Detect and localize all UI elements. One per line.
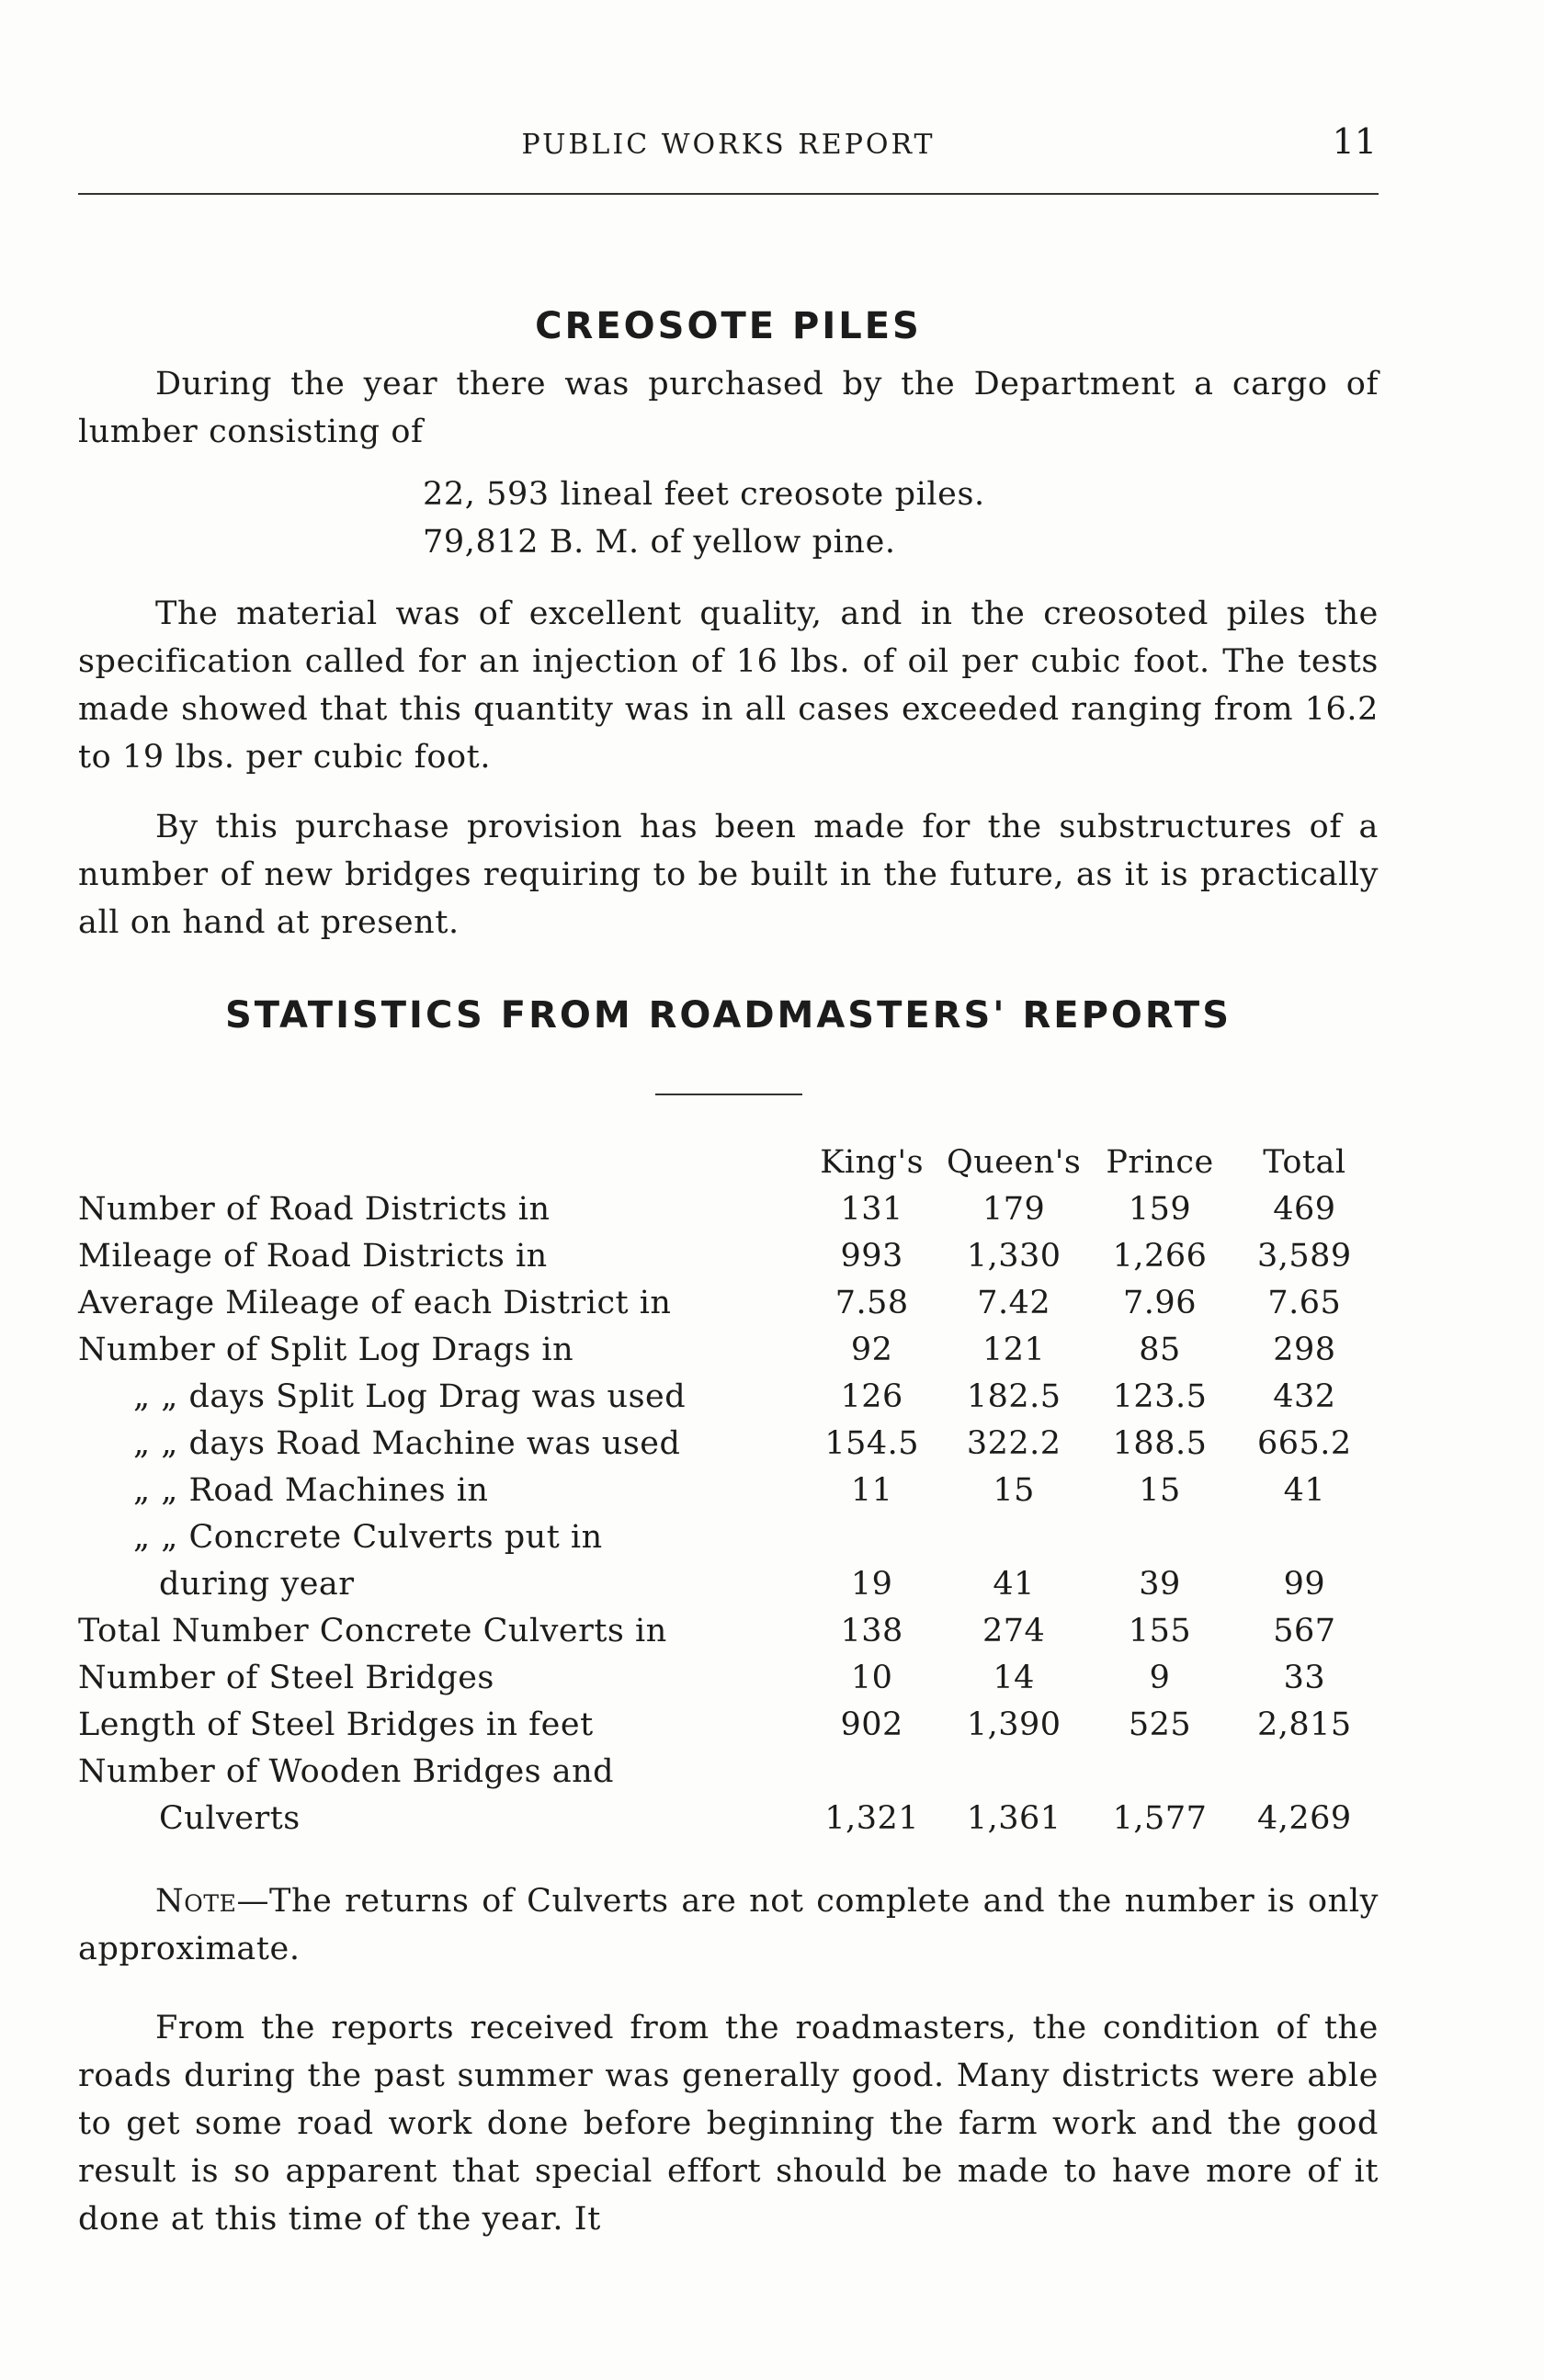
column-header: Queen's [947, 1144, 1082, 1181]
purchase-item: 79,812 B. M. of yellow pine. [423, 524, 896, 561]
row-label: „ „ Road Machines in [133, 1472, 489, 1509]
table-row [78, 1181, 1379, 1228]
row-label: Culverts [159, 1800, 301, 1837]
cell: 99 [1283, 1566, 1326, 1603]
cell: 4,269 [1257, 1800, 1352, 1837]
running-title: PUBLIC WORKS REPORT [521, 129, 936, 161]
table-row [78, 1790, 1379, 1837]
cell: 41 [1283, 1472, 1326, 1509]
creosote-heading: CREOSOTE PILES [535, 305, 922, 347]
table-row [78, 1603, 1379, 1649]
cell [805, 1743, 938, 1790]
cell: 1,361 [966, 1800, 1062, 1837]
cell: 2,815 [1257, 1706, 1352, 1743]
cell: 39 [1139, 1566, 1181, 1603]
cell: 1,390 [966, 1706, 1062, 1743]
note-text: —The returns of Culverts are not complete and the number is only approximate. [78, 1883, 1379, 1967]
column-header: King's [820, 1144, 925, 1181]
cell [938, 1743, 1089, 1790]
cell: 11 [850, 1472, 893, 1509]
cell: 3,589 [1257, 1238, 1352, 1275]
cell: 33 [1283, 1660, 1326, 1696]
cell: 567 [1273, 1613, 1336, 1649]
column-header: Prince [1106, 1144, 1214, 1181]
cell: 9 [1149, 1660, 1171, 1696]
table-row [78, 1743, 1379, 1790]
table-row [78, 1321, 1379, 1368]
cell [1089, 1509, 1230, 1556]
purchase-item: 22, 593 lineal feet creosote piles. [423, 476, 985, 513]
cell: 138 [840, 1613, 903, 1649]
cell: 15 [993, 1472, 1035, 1509]
cell: 469 [1273, 1191, 1336, 1228]
table-row [78, 1275, 1379, 1321]
cell: 19 [850, 1566, 893, 1603]
table-row [78, 1649, 1379, 1696]
cell: 154.5 [824, 1425, 920, 1462]
row-label: Number of Road Districts in [78, 1191, 551, 1228]
cell: 525 [1128, 1706, 1192, 1743]
cell: 902 [840, 1706, 903, 1743]
heading-rule [655, 1094, 802, 1095]
cell [1231, 1743, 1379, 1790]
cell: 274 [982, 1613, 1046, 1649]
cell: 179 [982, 1191, 1046, 1228]
creosote-intro: During the year there was purchased by the Department a cargo of lumber consisting of [78, 366, 1379, 450]
cell: 1,330 [966, 1238, 1062, 1275]
cell: 7.65 [1267, 1285, 1342, 1321]
cell: 182.5 [966, 1378, 1062, 1415]
cell: 665.2 [1257, 1425, 1352, 1462]
row-label: „ „ days Road Machine was used [133, 1425, 681, 1462]
row-label: Number of Steel Bridges [78, 1660, 494, 1696]
cell: 1,577 [1112, 1800, 1208, 1837]
table-row [78, 1556, 1379, 1603]
cell: 993 [840, 1238, 903, 1275]
report-page [78, 110, 1379, 2243]
row-label: during year [159, 1566, 355, 1603]
row-label: Total Number Concrete Culverts in [78, 1613, 667, 1649]
row-label: Mileage of Road Districts in [78, 1238, 548, 1275]
cell: 10 [850, 1660, 893, 1696]
page-number: 11 [1332, 121, 1377, 162]
header-rule [78, 193, 1379, 195]
table-row [78, 1509, 1379, 1556]
cell: 85 [1139, 1332, 1181, 1368]
cell [805, 1509, 938, 1556]
cell: 121 [982, 1332, 1046, 1368]
table-header-row [78, 1134, 1379, 1181]
cell: 322.2 [966, 1425, 1062, 1462]
row-label: Number of Split Log Drags in [78, 1332, 574, 1368]
statistics-heading: STATISTICS FROM ROADMASTERS' REPORTS [224, 994, 1232, 1037]
cell: 1,321 [824, 1800, 920, 1837]
cell: 126 [840, 1378, 903, 1415]
table-row [78, 1228, 1379, 1275]
row-label: Length of Steel Bridges in feet [78, 1706, 594, 1743]
page-header [78, 110, 1379, 165]
row-label: „ „ Concrete Culverts put in [133, 1519, 603, 1556]
closing-paragraph: From the reports received from the roadmasters, the condition of the roads during the past summer was generally good. Many districts were able to get some road work done before beginning the farm work and the good result is so apparent that special effort should be made to have more of it done at this time of the year. It [78, 2010, 1379, 2238]
cell: 298 [1273, 1332, 1336, 1368]
row-label: Number of Wooden Bridges and [78, 1753, 615, 1790]
table-row [78, 1415, 1379, 1462]
row-label: „ „ days Split Log Drag was used [133, 1378, 687, 1415]
cell: 7.58 [834, 1285, 909, 1321]
cell: 14 [993, 1660, 1035, 1696]
table-row [78, 1696, 1379, 1743]
table-row [78, 1462, 1379, 1509]
purchase-list [423, 470, 1379, 566]
cell: 155 [1128, 1613, 1192, 1649]
creosote-paragraph-3: By this purchase provision has been made for the substructures of a number of new bridges requiring to be built in the future, as it is practically all on hand at present. [78, 809, 1379, 941]
creosote-paragraph-2: The material was of excellent quality, and in the creosoted piles the specification called for an injection of 16 lbs. of oil per cubic foot. The tests made showed that this quantity was in all cases exceeded ranging from 16.2 to 19 lbs. per cubic foot. [78, 595, 1379, 776]
cell: 131 [840, 1191, 903, 1228]
column-header: Total [1263, 1144, 1346, 1181]
note-label: Note [155, 1883, 237, 1920]
cell: 432 [1273, 1378, 1336, 1415]
cell: 159 [1128, 1191, 1192, 1228]
row-label: Average Mileage of each District in [78, 1285, 672, 1321]
cell: 7.96 [1123, 1285, 1197, 1321]
cell [938, 1509, 1089, 1556]
cell: 1,266 [1112, 1238, 1208, 1275]
cell [1231, 1509, 1379, 1556]
cell: 92 [850, 1332, 893, 1368]
cell: 123.5 [1112, 1378, 1208, 1415]
cell: 188.5 [1112, 1425, 1208, 1462]
note-paragraph [78, 1877, 1379, 1973]
cell: 7.42 [977, 1285, 1051, 1321]
cell: 41 [993, 1566, 1035, 1603]
table-row [78, 1368, 1379, 1415]
cell: 15 [1139, 1472, 1181, 1509]
statistics-table [78, 1134, 1379, 1837]
cell [1089, 1743, 1230, 1790]
